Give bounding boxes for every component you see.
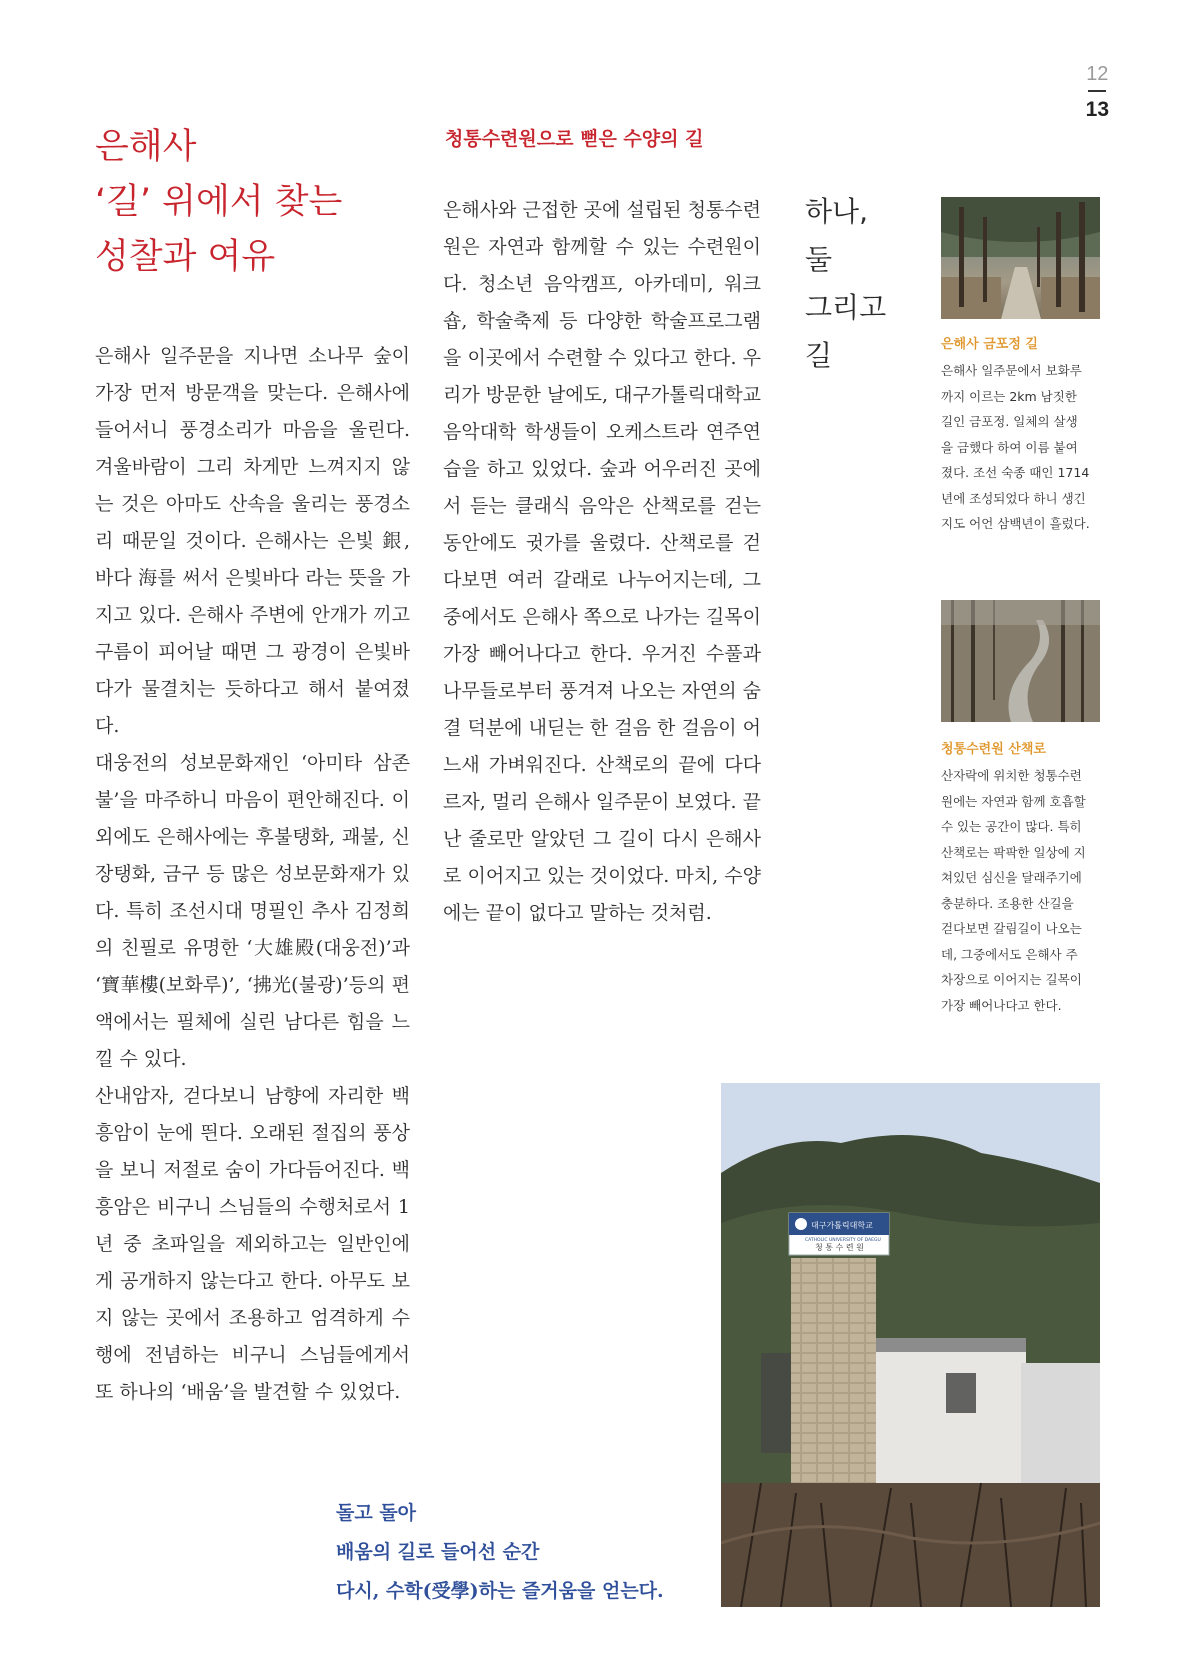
page-number-divider bbox=[1088, 90, 1106, 92]
caption-line: 가장 빼어나다고 한다. bbox=[941, 997, 1062, 1013]
forest-road-photo bbox=[941, 197, 1100, 319]
caption-line: 까지 이르는 2km 남짓한 bbox=[941, 388, 1077, 404]
caption-line: 지도 어언 삼백년이 흘렀다. bbox=[941, 516, 1090, 531]
body-column-1 bbox=[95, 338, 410, 1411]
caption-line: 차장으로 이어지는 길목이 bbox=[941, 972, 1082, 987]
caption-line: 산책로는 팍팍한 일상에 지 bbox=[941, 844, 1086, 860]
article-title bbox=[95, 120, 425, 285]
caption-line: 은해사 일주문에서 보화루 bbox=[941, 363, 1082, 378]
building-sign-line2: 청 통 수 련 원 bbox=[815, 1243, 864, 1252]
section-heading: 청통수련원으로 뻗은 수양의 길 bbox=[445, 128, 704, 150]
title-line: 성찰과 여유 bbox=[95, 237, 276, 277]
caption-title: 청통수련원 산책로 bbox=[941, 742, 1046, 757]
paragraph: 은해사 일주문을 지나면 소나무 숲이 가장 먼저 방문객을 맞는다. 은해사에 들어서니 풍경소리가 마음을 울린다. 겨울바람이 그리 차게만 느껴지지 않는 것은 아마도 산속을 울리는 풍경소리 때문일 것이다. 은해사는 은빛 銀, 바다 海를 써서 은빛바다 라는 뜻을 가지고 있다. 은해사 주변에 안개가 끼고 구름이 피어날 때면 그 광경이 은빛바다가 물결치는 듯하다고 해서 붙여졌다. bbox=[95, 345, 410, 737]
caption-text bbox=[941, 358, 1106, 537]
paragraph: 산내암자, 걷다보니 남향에 자리한 백흥암이 눈에 띈다. 오래된 절집의 풍상을 보니 저절로 숨이 가다듬어진다. 백흥암은 비구니 스님들의 수행처로서 1년 중 초파일을 제외하고는 일반인에게 공개하지 않는다고 한다. 아무도 보지 않는 곳에서 조용하고 엄격하게 수행에 전념하는 비구니 스님들에게서 또 하나의 ‘배움’을 발견할 수 있었다. bbox=[95, 1085, 410, 1403]
quote-line: 배움의 길로 들어선 순간 bbox=[336, 1541, 540, 1563]
side-title-line: 하나, bbox=[805, 195, 868, 228]
forest-road-illustration bbox=[941, 197, 1100, 319]
current-page-number: 13 bbox=[1085, 98, 1109, 121]
title-line: 은해사 bbox=[95, 127, 197, 167]
caption-line: 데, 그중에서도 은해사 주 bbox=[941, 946, 1078, 962]
caption-line: 수 있는 공간이 많다. 특히 bbox=[941, 819, 1082, 834]
caption-line: 쳐있던 심신을 달래주기에 bbox=[941, 870, 1082, 885]
building-sign-line1: 대구가톨릭대학교 bbox=[811, 1221, 873, 1230]
caption-line: 길인 금포정. 일체의 살생 bbox=[941, 414, 1078, 429]
caption-line: 충분하다. 조용한 산길을 bbox=[941, 895, 1074, 911]
previous-page-number: 12 bbox=[1086, 63, 1109, 85]
caption-line: 원에는 자연과 함께 호흡할 bbox=[941, 793, 1086, 809]
body-column-2 bbox=[443, 192, 761, 932]
quote-line: 다시, 수학(受學)하는 즐거움을 얻는다. bbox=[336, 1580, 664, 1602]
side-title-line: 그리고 bbox=[805, 291, 887, 324]
training-center-illustration bbox=[721, 1083, 1100, 1607]
caption-title: 은해사 금포정 길 bbox=[941, 337, 1038, 352]
page-number bbox=[1086, 62, 1109, 122]
side-title-line: 둘 bbox=[805, 243, 833, 276]
quote-line: 돌고 돌아 bbox=[336, 1502, 417, 1524]
caption-text bbox=[941, 763, 1106, 1018]
caption-line: 년에 조성되었다 하니 생긴 bbox=[941, 490, 1086, 506]
walking-trail-illustration bbox=[941, 600, 1100, 722]
caption-line: 졌다. 조선 숙종 때인 1714 bbox=[941, 465, 1090, 480]
side-title-line: 길 bbox=[805, 339, 833, 372]
pull-quote bbox=[336, 1494, 664, 1611]
building-sign-line3: CATHOLIC UNIVERSITY OF DAEGU bbox=[805, 1238, 881, 1243]
caption-line: 산자락에 위치한 청통수련 bbox=[941, 768, 1082, 783]
side-title bbox=[805, 188, 886, 380]
training-center-photo bbox=[721, 1083, 1100, 1607]
paragraph: 은해사와 근접한 곳에 설립된 청통수련원은 자연과 함께할 수 있는 수련원이다. 청소년 음악캠프, 아카데미, 워크숍, 학술축제 등 다양한 학술프로그램을 이곳에서 수련할 수 있다고 한다. 우리가 방문한 날에도, 대구가톨릭대학교 음악대학 학생들이 오케스트라 연주연습을 하고 있었다. 숲과 어우러진 곳에서 듣는 클래식 음악은 산책로를 걷는 동안에도 귓가를 울렸다. 산책로를 걷다보면 여러 갈래로 나누어지는데, 그중에서도 은해사 쪽으로 나가는 길목이 가장 빼어나다고 한다. 우거진 수풀과 나무들로부터 풍겨져 나오는 자연의 숨결 덕분에 내딛는 한 걸음 한 걸음이 어느새 가벼워진다. 산책로의 끝에 다다르자, 멀리 은해사 일주문이 보였다. 끝난 줄로만 알았던 그 길이 다시 은해사로 이어지고 있는 것이었다. 마치, 수양에는 끝이 없다고 말하는 것처럼. bbox=[443, 199, 761, 924]
walking-trail-photo bbox=[941, 600, 1100, 722]
title-line: ‘길’ 위에서 찾는 bbox=[95, 182, 343, 222]
caption-line: 을 금했다 하여 이름 붙여 bbox=[941, 439, 1078, 455]
paragraph: 대웅전의 성보문화재인 ‘아미타 삼존불’을 마주하니 마음이 편안해진다. 이 외에도 은해사에는 후불탱화, 괘불, 신장탱화, 금구 등 많은 성보문화재가 있다. 특히 조선시대 명필인 추사 김정희의 친필로 유명한 ‘大雄殿(대웅전)’과 ‘寶華樓(보화루)’, ‘拂光(불광)’등의 편액에서는 필체에 실린 남다른 힘을 느낄 수 있다. bbox=[95, 752, 410, 1070]
caption-line: 걷다보면 갈림길이 나오는 bbox=[941, 921, 1082, 936]
